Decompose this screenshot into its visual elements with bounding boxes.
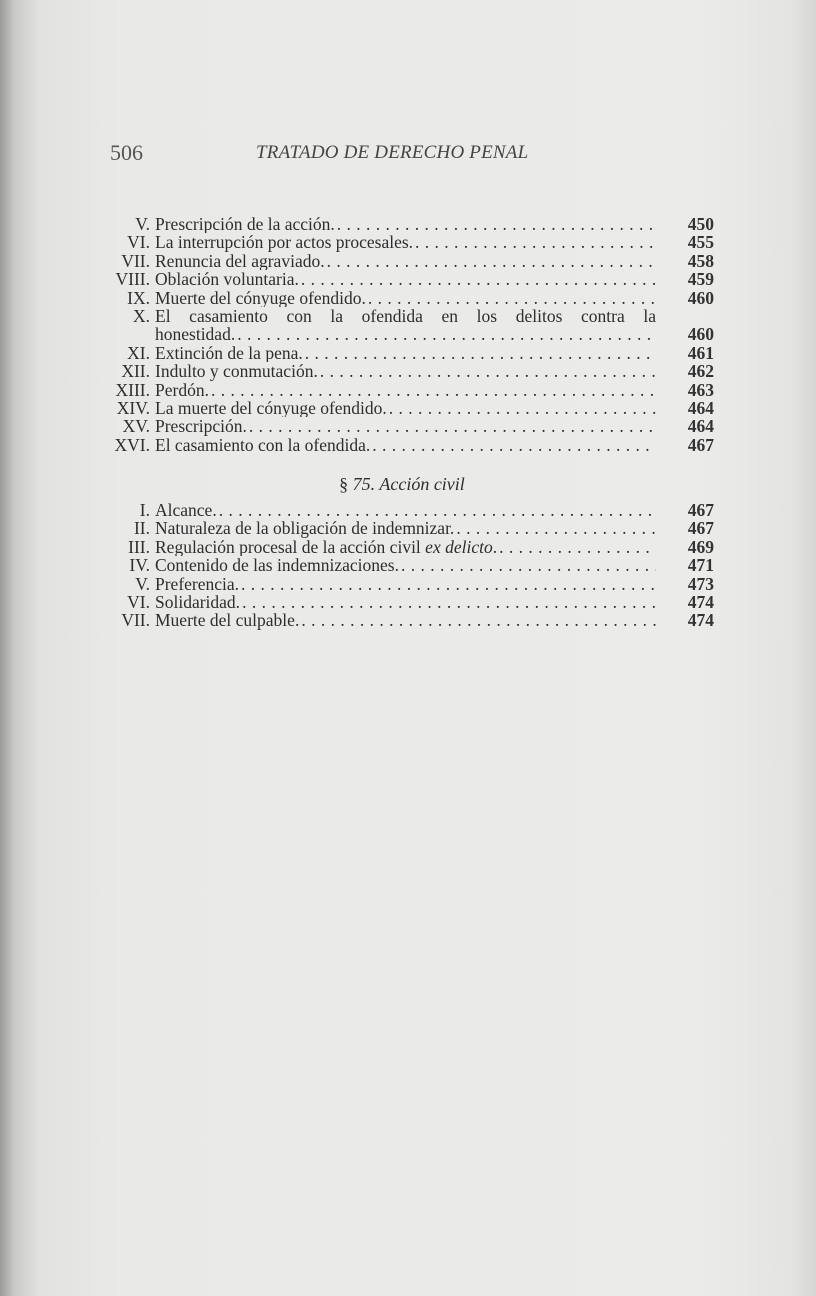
entry-title: Naturaleza de la obligación de indemnizar. <box>155 519 455 538</box>
entry-numeral: IV. <box>129 555 150 576</box>
dot-leader <box>209 381 656 399</box>
entry-page: 459 <box>687 269 714 290</box>
dot-leader <box>387 399 656 417</box>
entry-numeral: VI. <box>127 232 150 253</box>
section-symbol: § <box>339 474 349 494</box>
entry-page: 460 <box>687 324 714 345</box>
dot-leader <box>217 501 656 519</box>
entry-page: 474 <box>687 592 714 613</box>
entry-numeral: X. <box>132 306 150 327</box>
toc-list-2 <box>90 501 714 630</box>
entry-numeral: VII. <box>121 610 150 631</box>
entry-numeral: XIV. <box>116 398 150 419</box>
entry-title: Regulación procesal de la acción civil ex delicto. <box>155 537 498 557</box>
entry-numeral: XV. <box>122 416 150 437</box>
running-title: TRATADO DE DERECHO PENAL <box>256 142 529 163</box>
dot-leader <box>235 325 656 343</box>
toc-entry <box>90 252 714 270</box>
entry-title: Muerte del culpable. <box>155 611 300 630</box>
entry-page: 458 <box>687 250 714 271</box>
dot-leader <box>370 436 656 454</box>
toc-entry <box>90 399 714 417</box>
entry-numeral: V. <box>135 573 150 594</box>
entry-page: 450 <box>687 214 714 234</box>
dot-leader <box>303 344 656 362</box>
toc-entry <box>90 538 714 556</box>
toc-entry <box>90 344 714 362</box>
section-heading <box>90 474 714 495</box>
entry-numeral: XI. <box>127 342 150 363</box>
entry-page: 471 <box>687 555 714 576</box>
entry-numeral: VII. <box>121 250 150 271</box>
entry-numeral: III. <box>128 536 150 557</box>
entry-page: 469 <box>687 536 714 557</box>
entry-page: 474 <box>687 610 714 631</box>
dot-leader <box>240 593 656 611</box>
entry-numeral: VIII. <box>115 269 150 290</box>
dot-leader <box>318 362 656 380</box>
entry-title: Oblación voluntaria. <box>155 270 299 289</box>
entry-title: Prescripción de la acción. <box>155 215 335 234</box>
dot-leader <box>335 215 656 233</box>
entry-title: El casamiento con la ofendida. <box>155 435 371 455</box>
entry-title: El casamiento con la ofendida en los delitos contra la <box>155 307 656 326</box>
toc-entry <box>90 215 714 233</box>
entry-numeral: V. <box>135 214 150 234</box>
toc-entry <box>90 575 714 593</box>
entry-title: La muerte del cónyuge ofendido. <box>155 399 387 418</box>
entry-page: 463 <box>687 379 714 400</box>
entry-page: 455 <box>687 232 714 253</box>
toc-entry <box>90 381 714 399</box>
entry-numeral: II. <box>133 518 150 539</box>
dot-leader <box>366 289 656 307</box>
entry-page: 467 <box>687 518 714 539</box>
toc-entry <box>90 611 714 629</box>
entry-page: 473 <box>687 573 714 594</box>
entry-title: Extinción de la pena. <box>155 343 303 363</box>
entry-page: 467 <box>687 434 714 455</box>
dot-leader <box>497 538 656 556</box>
toc-entry <box>90 270 714 288</box>
entry-title: Contenido de las indemnizaciones. <box>155 556 399 575</box>
entry-title: Alcance. <box>155 501 217 520</box>
entry-numeral: I. <box>139 500 150 520</box>
toc-entry <box>90 556 714 574</box>
dot-leader <box>454 519 656 537</box>
entry-title: Indulto y conmutación. <box>155 362 318 381</box>
entry-title: Muerte del cónyuge ofendido. <box>155 288 366 308</box>
entry-title-italic: ex delicto <box>425 537 493 557</box>
toc-list-1 <box>90 215 714 454</box>
toc-entry <box>90 519 714 537</box>
toc-entry <box>90 593 714 611</box>
toc-entry <box>90 233 714 251</box>
dot-leader <box>413 233 656 251</box>
entry-title: Preferencia. <box>155 574 240 594</box>
entry-title: Solidaridad. <box>155 593 241 612</box>
section-title: 75. Acción civil <box>352 474 465 494</box>
toc-entry <box>90 436 714 454</box>
entry-title: Prescripción. <box>155 417 247 436</box>
entry-page: 462 <box>687 361 714 382</box>
toc-entry <box>90 307 714 325</box>
entry-numeral: VI. <box>127 592 150 613</box>
toc-entry-continuation <box>90 325 714 343</box>
entry-title-continuation: honestidad. <box>155 325 236 344</box>
entry-page: 464 <box>687 416 714 437</box>
toc-entry <box>90 501 714 519</box>
dot-leader <box>325 252 656 270</box>
toc-entry <box>90 289 714 307</box>
entry-numeral: XII. <box>121 361 150 382</box>
entry-numeral: IX. <box>127 287 150 308</box>
entry-page: 464 <box>687 398 714 419</box>
entry-title: Renuncia del agraviado. <box>155 251 325 271</box>
entry-numeral: XVI. <box>114 434 150 455</box>
toc-entry <box>90 417 714 435</box>
entry-numeral: XIII. <box>115 379 150 400</box>
dot-leader <box>299 270 656 288</box>
toc-entry <box>90 362 714 380</box>
page-number: 506 <box>110 140 143 165</box>
dot-leader <box>399 556 656 574</box>
dot-leader <box>247 417 656 435</box>
dot-leader <box>239 575 656 593</box>
entry-title: Perdón. <box>155 380 209 400</box>
entry-page: 461 <box>687 342 714 363</box>
dot-leader <box>299 611 656 629</box>
entry-page: 467 <box>687 500 714 520</box>
entry-page: 460 <box>687 287 714 308</box>
entry-title: La interrupción por actos procesales. <box>155 233 414 252</box>
